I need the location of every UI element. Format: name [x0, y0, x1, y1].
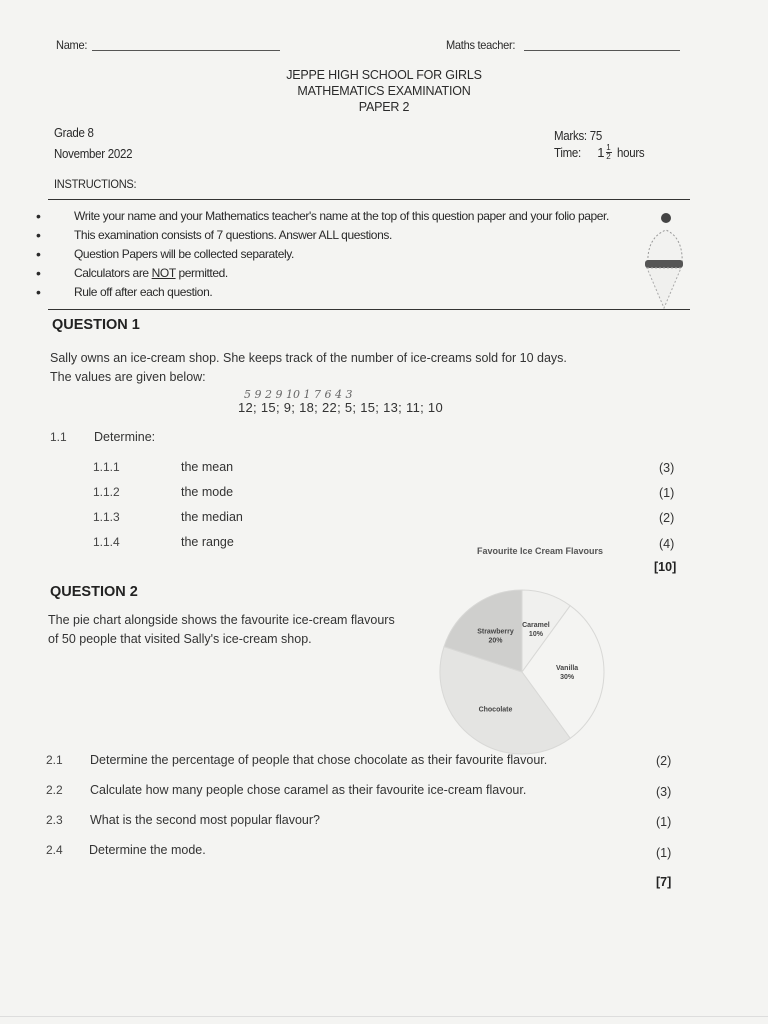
- data-values: 12; 15; 9; 18; 22; 5; 15; 13; 11; 10: [238, 400, 443, 415]
- ice-cream-cone-icon: [642, 204, 686, 310]
- question-1-intro: Sally owns an ice-cream shop. She keeps track of the number of ice-creams sold for 10 days.: [50, 351, 567, 365]
- part-mark: (3): [656, 785, 672, 799]
- sub-question-number: 1.1.2: [93, 485, 120, 499]
- grade-label: Grade 8: [54, 126, 94, 140]
- exam-title: MATHEMATICS EXAMINATION: [297, 84, 471, 98]
- teacher-label: Maths teacher:: [446, 38, 516, 52]
- part-number: 2.2: [46, 783, 63, 797]
- part-number: 2.1: [46, 753, 63, 767]
- school-name: JEPPE HIGH SCHOOL FOR GIRLS: [286, 68, 482, 82]
- pie-value-caramel: 10%: [528, 631, 543, 639]
- chart-title: Favourite Ice Cream Flavours: [476, 546, 604, 556]
- question-1-title: QUESTION 1: [52, 317, 140, 333]
- time-fraction: 1 2: [606, 143, 611, 161]
- part-label: Determine the mode.: [89, 843, 206, 857]
- pie-chart: [436, 588, 608, 756]
- part-mark: (2): [656, 754, 672, 768]
- sub-question-label: the median: [181, 510, 243, 524]
- sub-question-mark: (4): [659, 537, 675, 551]
- teacher-blank: [524, 50, 680, 51]
- part-label: Determine the percentage of people that chose chocolate as their favourite flavour.: [90, 753, 548, 767]
- part-mark: (1): [656, 815, 672, 829]
- name-blank: [92, 50, 280, 51]
- page-bottom-edge: [0, 1016, 768, 1017]
- part-label: Calculate how many people chose caramel as their favourite ice-cream flavour.: [90, 783, 527, 797]
- name-label: Name:: [56, 38, 88, 52]
- pie-label-chocolate: Chocolate: [478, 706, 513, 714]
- sub-question-number: 1.1.3: [93, 510, 120, 524]
- question-2-title: QUESTION 2: [50, 584, 138, 600]
- pie-label-caramel: Caramel: [522, 622, 550, 630]
- sub-question-number: 1.1.4: [93, 535, 120, 549]
- pie-label-strawberry: Strawberry: [477, 628, 514, 636]
- part-mark: (1): [656, 846, 672, 860]
- question-1-intro-2: The values are given below:: [50, 370, 206, 384]
- sub-question-mark: (1): [659, 486, 675, 500]
- part-label: What is the second most popular flavour?: [90, 813, 320, 827]
- question-2-intro: The pie chart alongside shows the favourite ice-cream flavours: [48, 613, 395, 627]
- question-2-total: [7]: [656, 875, 672, 889]
- part-1-1-number: 1.1: [50, 430, 67, 444]
- sub-question-number: 1.1.1: [93, 460, 120, 474]
- date-label: November 2022: [54, 147, 133, 161]
- pie-value-vanilla: 30%: [560, 674, 575, 681]
- time-label: Time: 1 1 2 hours: [554, 143, 644, 161]
- sub-question-label: the mode: [181, 485, 234, 499]
- instructions-heading: INSTRUCTIONS:: [54, 177, 137, 191]
- instruction-item: • Calculators are NOT permitted.: [36, 264, 609, 283]
- pie-value-strawberry: 20%: [488, 637, 503, 645]
- pie-label-vanilla: Vanilla: [556, 665, 579, 672]
- instruction-item: • Write your name and your Mathematics teacher's name at the top of this question paper and your folio paper.: [36, 207, 609, 226]
- part-number: 2.4: [46, 843, 63, 857]
- sub-question-mark: (2): [659, 511, 675, 525]
- instruction-item: • Rule off after each question.: [36, 283, 609, 302]
- instructions-top-rule: [48, 199, 690, 200]
- instruction-item: • Question Papers will be collected separately.: [36, 245, 609, 264]
- instruction-item: • This examination consists of 7 questions. Answer ALL questions.: [36, 226, 609, 245]
- paper-title: PAPER 2: [358, 100, 410, 114]
- part-1-1-label: Determine:: [94, 430, 156, 444]
- sub-question-label: the range: [181, 535, 234, 549]
- instructions-bottom-rule: [48, 309, 690, 310]
- instructions-list: [36, 207, 609, 302]
- question-2-intro-2: of 50 people that visited Sally's ice-cream shop.: [48, 632, 312, 646]
- marks-label: Marks: 75: [554, 129, 603, 143]
- sub-question-mark: (3): [659, 461, 675, 475]
- part-number: 2.3: [46, 813, 63, 827]
- question-1-total: [10]: [654, 560, 677, 574]
- sub-question-label: the mean: [181, 460, 234, 474]
- time-whole: 1: [597, 145, 605, 160]
- handwritten-ranking: 5 9 2 9 10 1 7 6 4 3: [244, 388, 353, 401]
